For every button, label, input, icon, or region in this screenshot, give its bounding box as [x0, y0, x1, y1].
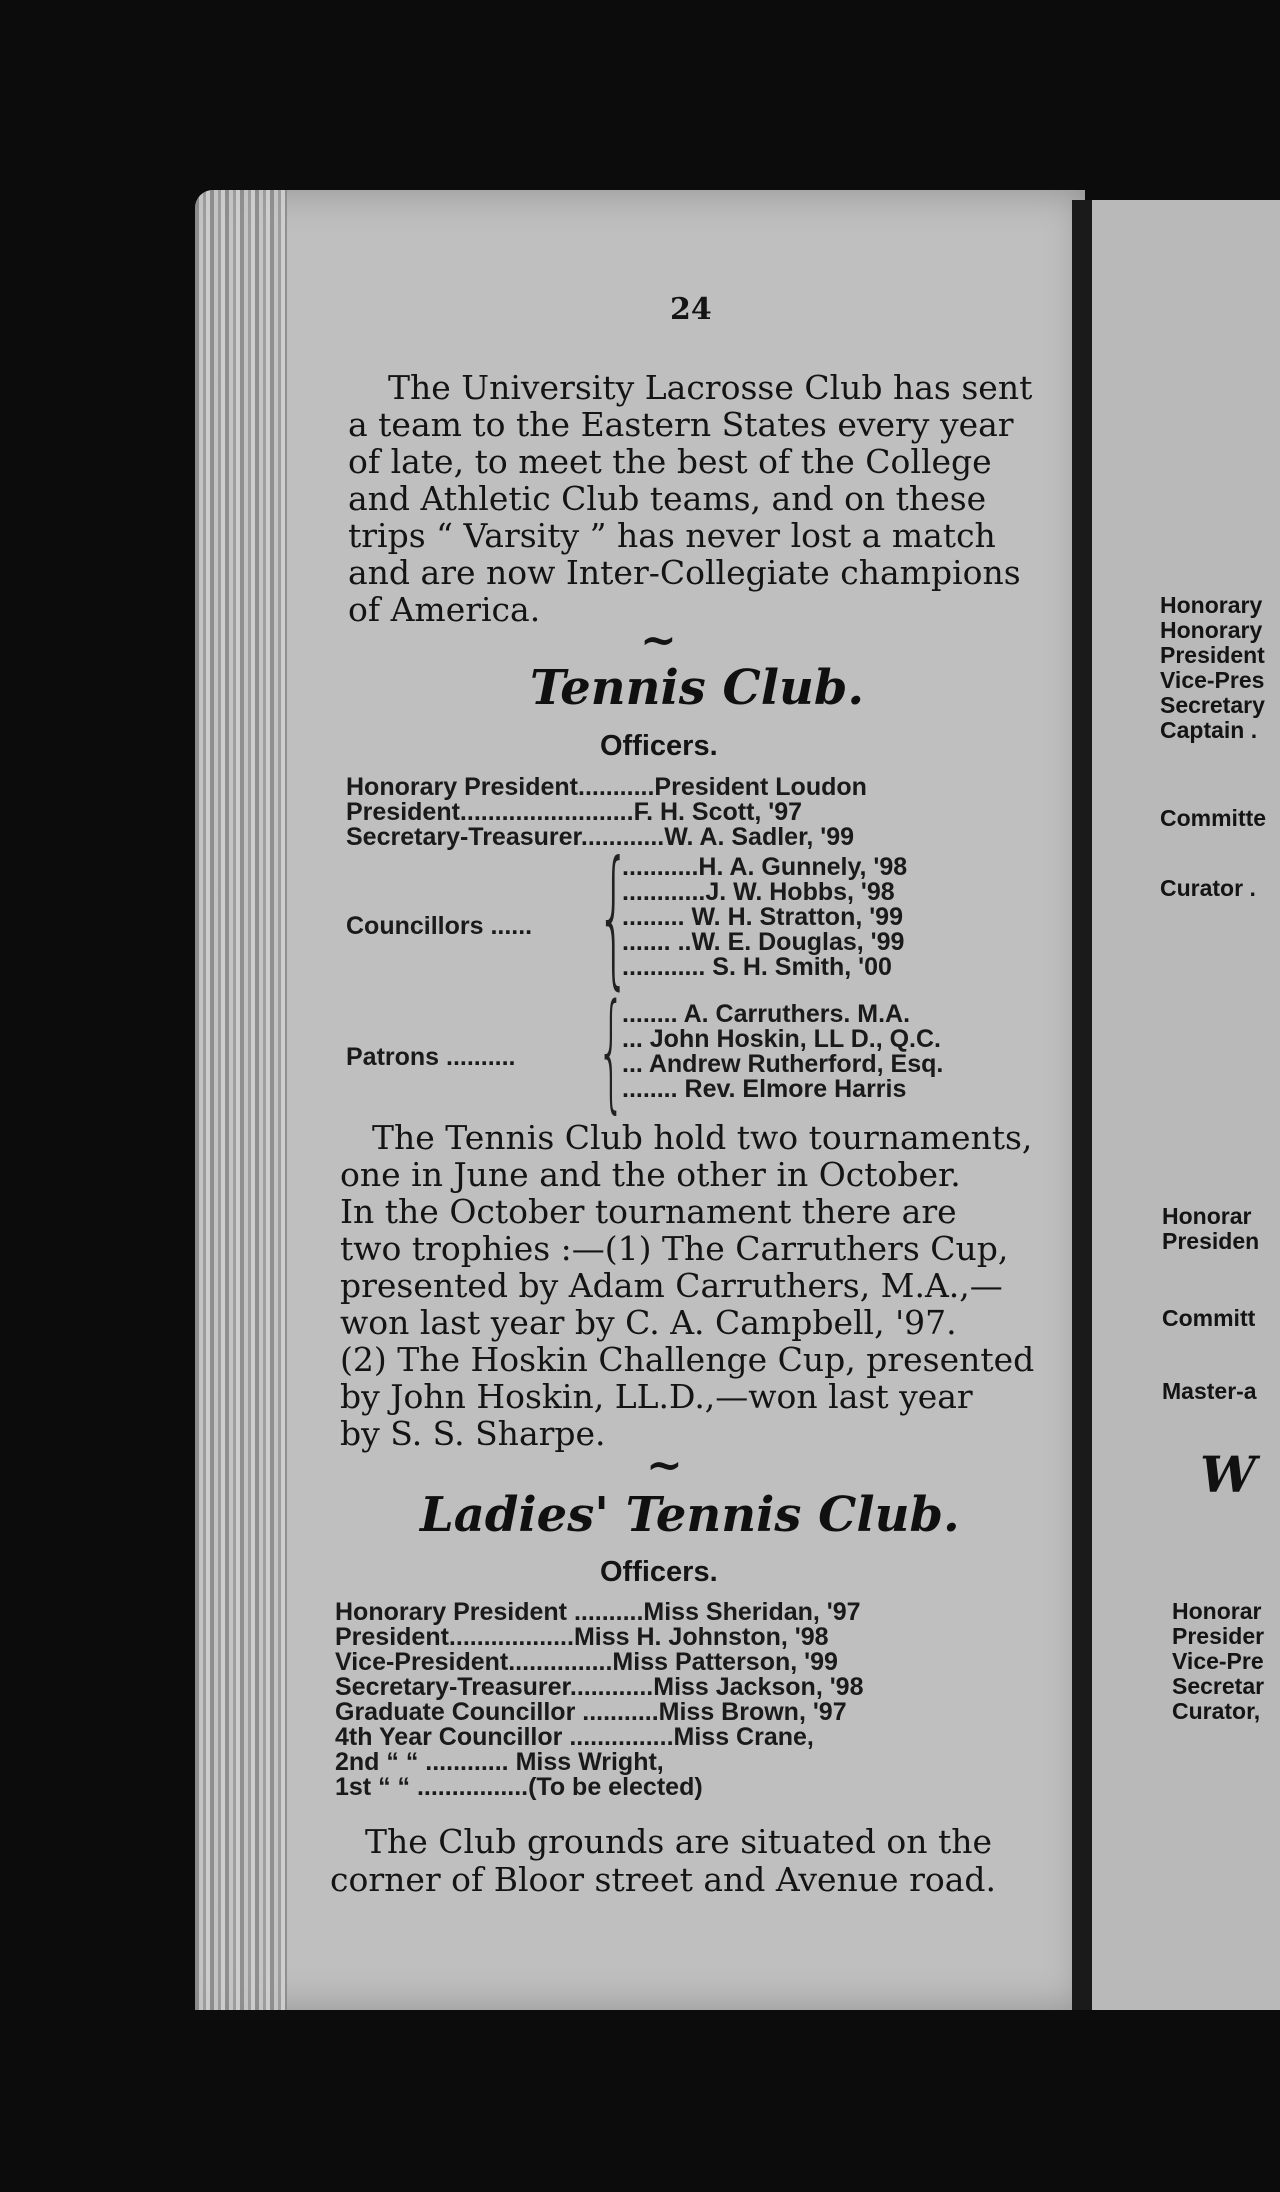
patron-row: ... John Hoskin, LL D., Q.C.	[622, 1025, 942, 1053]
description-line: The Tennis Club hold two tournaments,	[372, 1118, 1033, 1157]
facing-row: President	[1160, 642, 1265, 668]
intro-line: and Athletic Club teams, and on these	[348, 479, 987, 518]
tennis-officers-heading: Officers.	[600, 730, 718, 762]
facing-heading-fragment: W	[1200, 1445, 1257, 1504]
description-line: (2) The Hoskin Challenge Cup, presented	[340, 1340, 1035, 1379]
facing-row: Honorary	[1160, 592, 1263, 618]
intro-line: a team to the Eastern States every year	[348, 405, 1014, 444]
description-line: won last year by C. A. Campbell, '97.	[340, 1303, 957, 1342]
facing-row: Secretar	[1172, 1673, 1265, 1699]
patron-row: ........ A. Carruthers. M.A.	[622, 1000, 911, 1028]
facing-page	[1092, 200, 1280, 2010]
facing-row: Committ	[1162, 1305, 1256, 1331]
councillor-row: ....... ..W. E. Douglas, '99	[622, 928, 905, 956]
grounds-line: corner of Bloor street and Avenue road.	[330, 1860, 996, 1899]
patron-row: ... Andrew Rutherford, Esq.	[622, 1050, 944, 1078]
separator-ornament: ~	[646, 1440, 683, 1491]
officer-row: Graduate Councillor ...........Miss Brown, '97	[335, 1698, 847, 1726]
officer-row: Vice-President...............Miss Patterson, '99	[335, 1648, 838, 1676]
facing-row: Honorar	[1162, 1203, 1252, 1229]
description-line: by S. S. Sharpe.	[340, 1414, 606, 1453]
officer-row: Secretary-Treasurer............Miss Jackson, '98	[335, 1673, 864, 1701]
councillor-row: ............ S. H. Smith, '00	[622, 953, 892, 981]
ladies-officers-heading: Officers.	[600, 1556, 718, 1588]
facing-row: Honorar	[1172, 1598, 1262, 1624]
officer-row: 2nd “ “ ............ Miss Wright,	[335, 1748, 664, 1776]
book-gutter	[1072, 200, 1094, 2010]
intro-line: of late, to meet the best of the College	[348, 442, 992, 481]
facing-row: Honorary	[1160, 617, 1263, 643]
page-edges	[195, 190, 287, 2010]
officer-row: 4th Year Councillor ...............Miss Crane,	[335, 1723, 814, 1751]
officer-row: Honorary President...........President Loudon	[346, 773, 867, 801]
facing-row: Committe	[1160, 805, 1267, 831]
officer-row: Honorary President ..........Miss Sheridan, '97	[335, 1598, 861, 1626]
separator-ornament: ~	[640, 615, 677, 666]
facing-row: Secretary	[1160, 692, 1265, 718]
intro-line: of America.	[348, 590, 541, 629]
facing-row: Curator,	[1172, 1698, 1261, 1724]
patrons-label: Patrons ..........	[346, 1043, 516, 1071]
officer-row: Secretary-Treasurer............W. A. Sadler, '99	[346, 823, 855, 851]
councillor-row: ......... W. H. Stratton, '99	[622, 903, 903, 931]
officer-row: President.........................F. H. Scott, '97	[346, 798, 803, 826]
intro-line: The University Lacrosse Club has sent	[388, 368, 1033, 407]
facing-row: Vice-Pres	[1160, 667, 1265, 693]
officer-row: 1st “ “ ................(To be elected)	[335, 1773, 703, 1801]
facing-row: Curator .	[1160, 875, 1256, 901]
facing-row: Captain .	[1160, 717, 1258, 743]
intro-line: trips “ Varsity ” has never lost a match	[348, 516, 996, 555]
description-line: presented by Adam Carruthers, M.A.,—	[340, 1266, 1003, 1305]
description-line: two trophies :—(1) The Carruthers Cup,	[340, 1229, 1009, 1268]
councillors-brace: {	[597, 830, 631, 1004]
facing-row: Presiden	[1162, 1228, 1260, 1254]
tennis-club-title: Tennis Club.	[530, 660, 865, 716]
councillor-row: ...........H. A. Gunnely, '98	[622, 853, 908, 881]
patrons-brace: {	[597, 977, 626, 1126]
patron-row: ........ Rev. Elmore Harris	[622, 1075, 907, 1103]
description-line: In the October tournament there are	[340, 1192, 957, 1231]
description-line: one in June and the other in October.	[340, 1155, 961, 1194]
ladies-tennis-club-title: Ladies' Tennis Club.	[420, 1487, 960, 1543]
councillor-row: ............J. W. Hobbs, '98	[622, 878, 895, 906]
grounds-line: The Club grounds are situated on the	[365, 1822, 992, 1861]
facing-row: Vice-Pre	[1172, 1648, 1264, 1674]
description-line: by John Hoskin, LL.D.,—won last year	[340, 1377, 973, 1416]
officer-row: President..................Miss H. Johnston, '98	[335, 1623, 829, 1651]
councillors-label: Councillors ......	[346, 912, 533, 940]
facing-row: Presider	[1172, 1623, 1265, 1649]
intro-line: and are now Inter-Collegiate champions	[348, 553, 1021, 592]
facing-row: Master-a	[1162, 1378, 1257, 1404]
page-number: 24	[670, 292, 712, 327]
